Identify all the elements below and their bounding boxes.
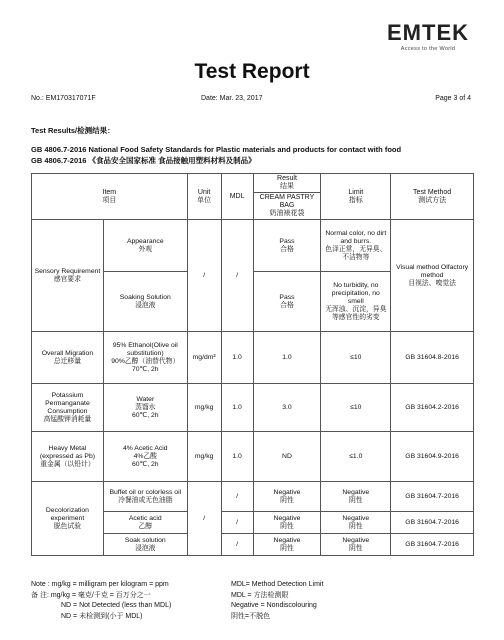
report-number: No.: EM170317071F (31, 95, 96, 102)
sensory-method: Visual method Olfactory method 目视法、嗅觉法 (391, 220, 474, 332)
decolor-result: Negative 阴性 (253, 512, 321, 534)
decolor-method: GB 31604.7-2016 (391, 534, 474, 556)
table-row (32, 482, 474, 512)
permanganate-unit: mg/kg (187, 384, 221, 432)
sensory-unit: / (187, 220, 221, 332)
header-item: Item 项目 (32, 174, 188, 220)
sensory-soaking-limit: No turbidity, no precipitation, no smell 无浑浊、沉淀，异臭等感官性的劣变 (321, 272, 391, 332)
table-row (32, 220, 474, 272)
logo-name: EMTEK (387, 20, 469, 45)
sensory-item: Sensory Requirement 感官要求 (32, 220, 104, 332)
decolor-result: Negative 阴性 (253, 482, 321, 512)
heavy-metal-mdl: 1.0 (221, 432, 253, 482)
page-indicator: Page 3 of 4 (435, 95, 471, 102)
heavy-metal-simulant: 4% Acetic Acid 4%乙酸 60℃, 2h (103, 432, 187, 482)
header-sample: CREAM PASTRY BAG 奶油裱花袋 (253, 193, 321, 220)
decolor-result: Negative 阴性 (253, 534, 321, 556)
note-line: ND = Not Detected (less than MDL) (61, 602, 172, 609)
table-row (32, 332, 474, 384)
decolor-limit: Negative 阴性 (321, 482, 391, 512)
note-line: MDL = 方法检测限 (231, 591, 289, 599)
standard-en: GB 4806.7-2016 National Food Safety Standards for Plastic materials and products for contact with food (31, 145, 402, 154)
decolor-limit: Negative 阴性 (321, 512, 391, 534)
migration-simulant: 95% Ethanol(Olive oil substitution) 90%乙醇（油替代物） 70℃, 2h (103, 332, 187, 384)
note-line: 备 注: mg/kg = 毫克/千克 = 百万分之一 (31, 591, 151, 599)
decolor-simulant: Acetic acid 乙醇 (103, 512, 187, 534)
header-limit: Limit 指标 (321, 174, 391, 220)
permanganate-method: GB 31604.2-2016 (391, 384, 474, 432)
decolor-mdl: / (221, 534, 253, 556)
permanganate-mdl: 1.0 (221, 384, 253, 432)
report-title: Test Report (194, 60, 310, 83)
sensory-mdl: / (221, 220, 253, 332)
header-mdl: MDL (221, 174, 253, 220)
decolor-mdl: / (221, 512, 253, 534)
migration-unit: mg/dm² (187, 332, 221, 384)
migration-mdl: 1.0 (221, 332, 253, 384)
sensory-soaking: Soaking Solution 浸泡液 (103, 272, 187, 332)
note-line: MDL= Method Detection Limit (231, 581, 324, 588)
sensory-appearance-result: Pass 合格 (253, 220, 321, 272)
sensory-appearance: Appearance 外观 (103, 220, 187, 272)
permanganate-item: Potassium Permanganate Consumption 高锰酸钾消耗量 (32, 384, 104, 432)
migration-method: GB 31604.8-2016 (391, 332, 474, 384)
heavy-metal-method: GB 31604.9-2016 (391, 432, 474, 482)
notes-section (31, 580, 481, 622)
company-logo (370, 22, 486, 52)
migration-limit: ≤10 (321, 332, 391, 384)
decolor-method: GB 31604.7-2016 (391, 512, 474, 534)
note-line: Note : mg/kg = milligram per kilogram = ppm (31, 581, 169, 588)
heavy-metal-item: Heavy Metal (expressed as Pb) 重金属（以铅计） (32, 432, 104, 482)
heavy-metal-unit: mg/kg (187, 432, 221, 482)
sensory-soaking-result: Pass 合格 (253, 272, 321, 332)
decolor-simulant: Soak solution 浸泡液 (103, 534, 187, 556)
results-table (31, 173, 474, 556)
heavy-metal-result: ND (253, 432, 321, 482)
migration-result: 1.0 (253, 332, 321, 384)
migration-item: Overall Migration 总迁移量 (32, 332, 104, 384)
report-date: Date: Mar. 23, 2017 (201, 95, 263, 102)
results-heading: Test Results/检测结果： (31, 126, 115, 135)
sensory-appearance-limit: Normal color, no dirt and burrs. 色泽正常，无异臭、不洁物等 (321, 220, 391, 272)
note-line: Negative = Nondiscolouring (231, 602, 317, 609)
report-meta (31, 95, 471, 102)
heavy-metal-limit: ≤1.0 (321, 432, 391, 482)
permanganate-simulant: Water 蒸馏水 60℃, 2h (103, 384, 187, 432)
decolor-item: Decolorization experiment 脱色试验 (32, 482, 104, 556)
header-method: Test Method 测试方法 (391, 174, 474, 220)
table-header-row (32, 174, 474, 193)
header-unit: Unit 单位 (187, 174, 221, 220)
decolor-simulant: Buffet oil or colorless oil 冷餐油或无色油脂 (103, 482, 187, 512)
permanganate-result: 3.0 (253, 384, 321, 432)
decolor-method: GB 31604.7-2016 (391, 482, 474, 512)
decolor-mdl: / (221, 482, 253, 512)
header-result: Result 结果 (253, 174, 321, 193)
decolor-limit: Negative 阴性 (321, 534, 391, 556)
table-row (32, 384, 474, 432)
permanganate-limit: ≤10 (321, 384, 391, 432)
note-line: ND = 未检测到(小于 MDL) (61, 612, 143, 620)
standard-cn: GB 4806.7-2016 《食品安全国家标准 食品接触用塑料材料及制品》 (31, 156, 256, 165)
note-line: 阴性=不脱色 (231, 612, 271, 620)
table-row (32, 432, 474, 482)
decolor-unit: / (187, 482, 221, 556)
logo-tagline: Access to the World (400, 46, 456, 52)
